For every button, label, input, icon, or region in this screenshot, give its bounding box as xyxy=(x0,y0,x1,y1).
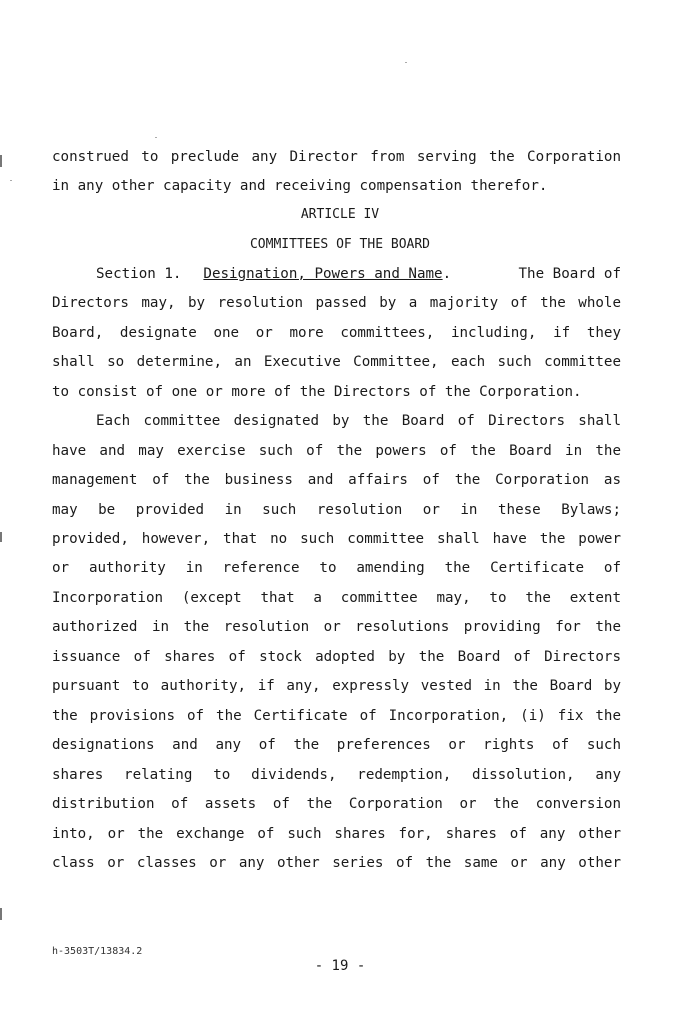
body-line: to consist of one or more of the Directors of the Corporation. xyxy=(52,384,582,400)
body-line: or authority in reference to amending the Certificate of xyxy=(52,560,621,576)
scan-speck xyxy=(155,137,157,138)
section-number: Section 1. xyxy=(96,266,182,282)
body-line: may be provided in such resolution or in these Bylaws; xyxy=(52,502,621,518)
section-title-period: . xyxy=(442,266,452,282)
section-1-heading-line xyxy=(96,265,621,283)
body-line: Board, designate one or more committees, including, if they xyxy=(52,325,621,341)
body-line: have and may exercise such of the powers of the Board in the xyxy=(52,443,621,459)
section-first-line-rest: The Board of xyxy=(518,266,621,282)
body-line: authorized in the resolution or resolutions providing for the xyxy=(52,619,621,635)
scan-mark xyxy=(0,155,2,167)
document-id: h-3503T/13834.2 xyxy=(52,946,143,957)
scan-speck xyxy=(405,62,407,63)
body-line: issuance of shares of stock adopted by the Board of Directors xyxy=(52,649,621,665)
page-number: - 19 - xyxy=(314,958,366,974)
body-line: provided, however, that no such committee shall have the power xyxy=(52,531,621,547)
body-line: shall so determine, an Executive Committee, each such committee xyxy=(52,354,621,370)
body-line: Directors may, by resolution passed by a majority of the whole xyxy=(52,295,621,311)
body-line: designations and any of the preferences or rights of such xyxy=(52,737,621,753)
body-line: distribution of assets of the Corporation or the conversion xyxy=(52,796,621,812)
body-line: class or classes or any other series of the same or any other xyxy=(52,855,621,871)
scan-speck xyxy=(10,180,12,181)
article-heading: ARTICLE IV xyxy=(300,207,380,222)
body-line: shares relating to dividends, redemption, dissolution, any xyxy=(52,767,621,783)
body-line: management of the business and affairs of the Corporation as xyxy=(52,472,621,488)
committees-heading: COMMITTEES OF THE BOARD xyxy=(249,237,430,252)
body-line: pursuant to authority, if any, expressly vested in the Board by xyxy=(52,678,621,694)
body-line: the provisions of the Certificate of Incorporation, (i) fix the xyxy=(52,708,621,724)
body-line: construed to preclude any Director from serving the Corporation xyxy=(52,149,621,165)
body-line: in any other capacity and receiving compensation therefor. xyxy=(52,178,548,194)
section-title: Designation, Powers and Name xyxy=(203,266,443,282)
body-line: into, or the exchange of such shares for, shares of any other xyxy=(52,826,621,842)
scan-mark xyxy=(0,908,2,920)
body-line: Incorporation (except that a committee may, to the extent xyxy=(52,590,621,606)
body-line: Each committee designated by the Board of Directors shall xyxy=(96,413,621,429)
scan-mark xyxy=(0,532,2,542)
